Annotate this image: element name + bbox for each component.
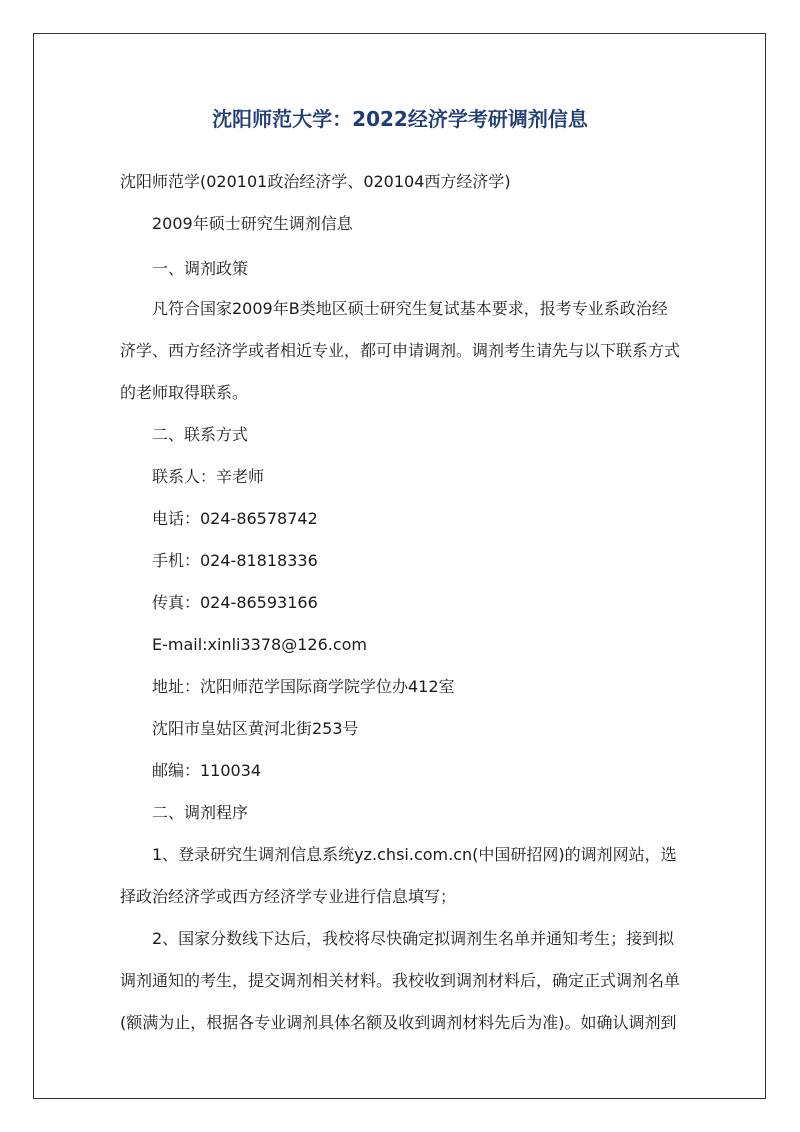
contact-mobile: 手机：024-81818336 [152,551,318,570]
contact-postcode: 邮编：110034 [152,761,262,780]
section-procedure-heading: 二、调剂程序 [152,803,249,822]
procedure-step-2-line-2: 调剂通知的考生，提交调剂相关材料。我校收到调剂材料后，确定正式调剂名单 [120,971,681,990]
policy-paragraph-line-3: 的老师取得联系。 [120,383,249,402]
contact-address: 地址：沈阳师范学国际商学院学位办412室 [152,677,455,696]
procedure-step-2-line-1: 2、国家分数线下达后，我校将尽快确定拟调剂生名单并通知考生；接到拟 [152,929,675,948]
school-program-line: 沈阳师范学(020101政治经济学、020104西方经济学) [120,172,511,191]
notice-heading: 2009年硕士研究生调剂信息 [152,214,353,233]
contact-phone: 电话：024-86578742 [152,509,318,528]
contact-fax: 传真：024-86593166 [152,593,318,612]
section-policy-heading: 一、调剂政策 [152,259,249,278]
contact-street: 沈阳市皇姑区黄河北街253号 [152,719,359,738]
policy-paragraph-line-1: 凡符合国家2009年B类地区硕士研究生复试基本要求，报考专业系政治经 [152,299,668,318]
contact-email: E-mail:xinli3378@126.com [152,635,368,654]
document-title: 沈阳师范大学：2022经济学考研调剂信息 [212,107,588,131]
procedure-step-1-line-2: 择政治经济学或西方经济学专业进行信息填写； [120,887,457,906]
policy-paragraph-line-2: 济学、西方经济学或者相近专业，都可申请调剂。调剂考生请先与以下联系方式 [120,341,681,360]
section-contact-heading: 二、联系方式 [152,425,249,444]
procedure-step-1-line-1: 1、登录研究生调剂信息系统yz.chsi.com.cn(中国研招网)的调剂网站，选 [152,845,677,864]
procedure-step-2-line-3: (额满为止，根据各专业调剂具体名额及收到调剂材料先后为准)。如确认调剂到 [120,1013,677,1032]
contact-person: 联系人：辛老师 [152,467,265,486]
